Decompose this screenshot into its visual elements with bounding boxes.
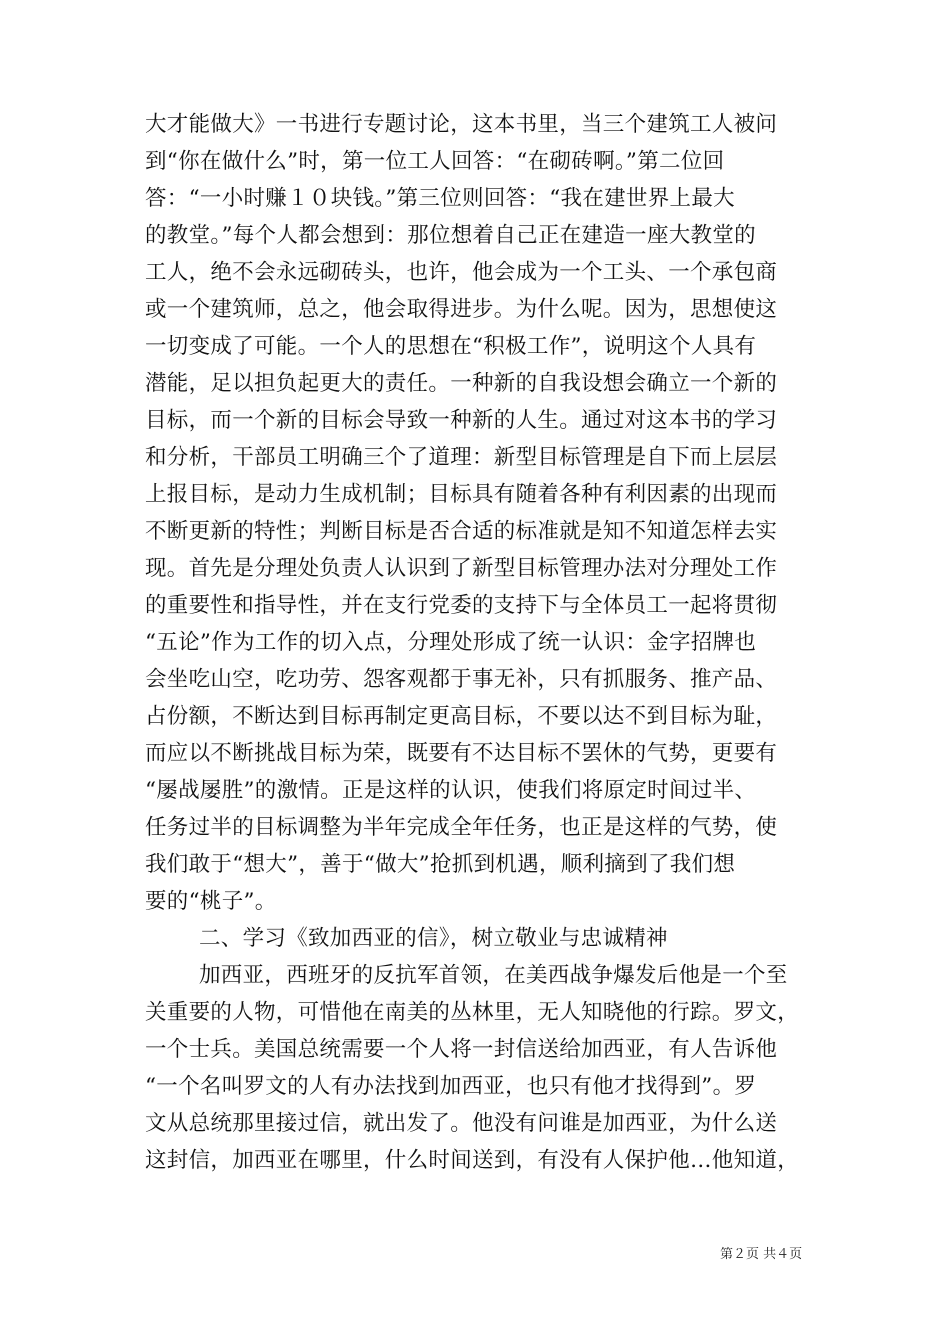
- text-line: 的重要性和指导性，并在支行党委的支持下与全体员工一起将贯彻: [145, 593, 778, 618]
- text-line: 答：“一小时赚１０块钱。”第三位则回答：“我在建世界上最大: [145, 186, 735, 211]
- text-line: 会坐吃山空，吃功劳、怨客观都于事无补，只有抓服务、推产品、: [145, 667, 778, 692]
- text-line: 到“你在做什么”时，第一位工人回答：“在砌砖啊。”第二位回: [145, 149, 725, 174]
- section-heading: 二、学习《致加西亚的信》，树立敬业与忠诚精神: [199, 926, 668, 951]
- text-line: “五论”作为工作的切入点，分理处形成了统一认识：金字招牌也: [145, 630, 757, 655]
- text-line: 文从总统那里接过信，就出发了。他没有问谁是加西亚，为什么送: [145, 1111, 778, 1136]
- text-line: 一切变成了可能。一个人的思想在“积极工作”，说明这个人具有: [145, 334, 757, 359]
- text-line: 关重要的人物，可惜他在南美的丛林里，无人知晓他的行踪。罗文，: [145, 1000, 800, 1025]
- text-line: “一个名叫罗文的人有办法找到加西亚，也只有他才找得到”。罗: [145, 1074, 757, 1099]
- text-line: 而应以不断挑战目标为荣，既要有不达目标不罢休的气势，更要有: [145, 741, 778, 766]
- text-line: 任务过半的目标调整为半年完成全年任务，也正是这样的气势，使: [145, 815, 778, 840]
- text-line: 现。首先是分理处负责人认识到了新型目标管理办法对分理处工作: [145, 556, 778, 581]
- text-line: 占份额，不断达到目标再制定更高目标，不要以达不到目标为耻，: [145, 704, 778, 729]
- text-line: 和分析，干部员工明确三个了道理：新型目标管理是自下而上层层: [145, 445, 778, 470]
- text-line: 潜能，足以担负起更大的责任。一种新的自我设想会确立一个新的: [145, 371, 778, 396]
- text-line: 的教堂。”每个人都会想到：那位想着自己正在建造一座大教堂的: [145, 223, 756, 248]
- text-line: 或一个建筑师，总之，他会取得进步。为什么呢。因为，思想使这: [145, 297, 778, 322]
- text-line: 工人，绝不会永远砌砖头，也许，他会成为一个工头、一个承包商: [145, 260, 778, 285]
- text-line: 一个士兵。美国总统需要一个人将一封信送给加西亚，有人告诉他: [145, 1037, 778, 1062]
- text-line: 大才能做大》一书进行专题讨论，这本书里，当三个建筑工人被问: [145, 112, 778, 137]
- paragraph-first-line: 加西亚，西班牙的反抗军首领，在美西战争爆发后他是一个至: [199, 963, 788, 988]
- text-line: 上报目标，是动力生成机制；目标具有随着各种有利因素的出现而: [145, 482, 778, 507]
- text-line: 我们敢于“想大”，善于“做大”抢抓到机遇，顺利摘到了我们想: [145, 852, 736, 877]
- text-line: 这封信，加西亚在哪里，什么时间送到，有没有人保护他…他知道，: [145, 1148, 800, 1173]
- text-line: “屡战屡胜”的激情。正是这样的认识，使我们将原定时间过半、: [145, 778, 757, 803]
- text-line: 目标，而一个新的目标会导致一种新的人生。通过对这本书的学习: [145, 408, 778, 433]
- text-line: 要的“桃子”。: [145, 889, 277, 914]
- text-line: 不断更新的特性；判断目标是否合适的标准就是知不知道怎样去实: [145, 519, 778, 544]
- page-number-footer: 第２页 共４页: [720, 1247, 803, 1262]
